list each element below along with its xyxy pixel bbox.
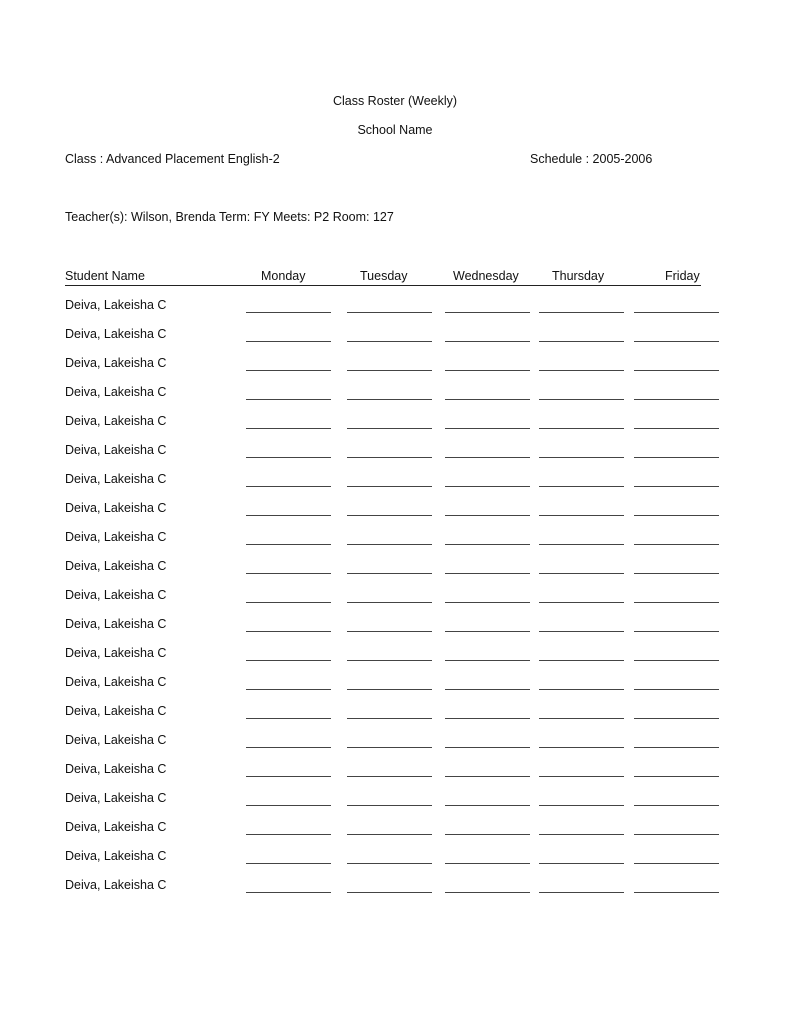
table-row (0, 298, 790, 318)
attendance-blank-tuesday[interactable] (347, 312, 432, 313)
attendance-blank-friday[interactable] (634, 747, 719, 748)
attendance-blank-tuesday[interactable] (347, 602, 432, 603)
attendance-blank-monday[interactable] (246, 515, 331, 516)
attendance-blank-wednesday[interactable] (445, 312, 530, 313)
table-row (0, 646, 790, 666)
table-header (65, 269, 701, 286)
attendance-blank-friday[interactable] (634, 892, 719, 893)
attendance-blank-monday[interactable] (246, 428, 331, 429)
attendance-blank-thursday[interactable] (539, 486, 624, 487)
attendance-blank-thursday[interactable] (539, 776, 624, 777)
student-name: Deiva, Lakeisha C (65, 472, 167, 486)
student-name: Deiva, Lakeisha C (65, 878, 167, 892)
table-row (0, 588, 790, 608)
header-monday: Monday (261, 269, 306, 283)
student-name: Deiva, Lakeisha C (65, 849, 167, 863)
attendance-blank-thursday[interactable] (539, 515, 624, 516)
attendance-blank-friday[interactable] (634, 863, 719, 864)
header-wednesday: Wednesday (453, 269, 519, 283)
attendance-blank-friday[interactable] (634, 370, 719, 371)
attendance-blank-friday[interactable] (634, 428, 719, 429)
attendance-blank-tuesday[interactable] (347, 457, 432, 458)
attendance-blank-friday[interactable] (634, 312, 719, 313)
attendance-blank-monday[interactable] (246, 892, 331, 893)
attendance-blank-wednesday[interactable] (445, 660, 530, 661)
attendance-blank-tuesday[interactable] (347, 718, 432, 719)
attendance-blank-thursday[interactable] (539, 370, 624, 371)
attendance-blank-tuesday[interactable] (347, 834, 432, 835)
attendance-blank-tuesday[interactable] (347, 863, 432, 864)
attendance-blank-thursday[interactable] (539, 892, 624, 893)
student-name: Deiva, Lakeisha C (65, 443, 167, 457)
table-row (0, 327, 790, 347)
student-name: Deiva, Lakeisha C (65, 704, 167, 718)
student-name: Deiva, Lakeisha C (65, 617, 167, 631)
table-row (0, 878, 790, 898)
attendance-blank-thursday[interactable] (539, 863, 624, 864)
attendance-blank-monday[interactable] (246, 370, 331, 371)
attendance-blank-wednesday[interactable] (445, 718, 530, 719)
table-row (0, 617, 790, 637)
student-name: Deiva, Lakeisha C (65, 385, 167, 399)
attendance-blank-friday[interactable] (634, 660, 719, 661)
attendance-blank-thursday[interactable] (539, 747, 624, 748)
attendance-blank-friday[interactable] (634, 544, 719, 545)
attendance-blank-monday[interactable] (246, 486, 331, 487)
attendance-blank-monday[interactable] (246, 689, 331, 690)
student-name: Deiva, Lakeisha C (65, 559, 167, 573)
attendance-blank-wednesday[interactable] (445, 776, 530, 777)
attendance-blank-wednesday[interactable] (445, 747, 530, 748)
attendance-blank-monday[interactable] (246, 573, 331, 574)
attendance-blank-wednesday[interactable] (445, 834, 530, 835)
attendance-blank-friday[interactable] (634, 486, 719, 487)
table-row (0, 443, 790, 463)
attendance-blank-thursday[interactable] (539, 428, 624, 429)
attendance-blank-monday[interactable] (246, 776, 331, 777)
attendance-blank-tuesday[interactable] (347, 544, 432, 545)
student-name: Deiva, Lakeisha C (65, 646, 167, 660)
attendance-blank-monday[interactable] (246, 805, 331, 806)
attendance-blank-wednesday[interactable] (445, 341, 530, 342)
attendance-blank-thursday[interactable] (539, 573, 624, 574)
attendance-blank-tuesday[interactable] (347, 399, 432, 400)
attendance-blank-thursday[interactable] (539, 544, 624, 545)
attendance-blank-monday[interactable] (246, 544, 331, 545)
table-row (0, 675, 790, 695)
table-row (0, 849, 790, 869)
attendance-blank-tuesday[interactable] (347, 660, 432, 661)
attendance-blank-friday[interactable] (634, 834, 719, 835)
attendance-blank-tuesday[interactable] (347, 370, 432, 371)
attendance-blank-monday[interactable] (246, 399, 331, 400)
table-row (0, 385, 790, 405)
attendance-blank-wednesday[interactable] (445, 428, 530, 429)
attendance-blank-tuesday[interactable] (347, 892, 432, 893)
attendance-blank-wednesday[interactable] (445, 399, 530, 400)
attendance-blank-thursday[interactable] (539, 341, 624, 342)
student-name: Deiva, Lakeisha C (65, 791, 167, 805)
student-name: Deiva, Lakeisha C (65, 298, 167, 312)
attendance-blank-thursday[interactable] (539, 631, 624, 632)
attendance-blank-friday[interactable] (634, 718, 719, 719)
attendance-blank-tuesday[interactable] (347, 515, 432, 516)
attendance-blank-wednesday[interactable] (445, 544, 530, 545)
attendance-blank-thursday[interactable] (539, 718, 624, 719)
school-name: School Name (357, 123, 433, 137)
student-name: Deiva, Lakeisha C (65, 501, 167, 515)
attendance-blank-friday[interactable] (634, 689, 719, 690)
attendance-blank-wednesday[interactable] (445, 631, 530, 632)
table-row (0, 762, 790, 782)
attendance-blank-thursday[interactable] (539, 805, 624, 806)
attendance-blank-monday[interactable] (246, 863, 331, 864)
student-name: Deiva, Lakeisha C (65, 820, 167, 834)
attendance-blank-thursday[interactable] (539, 689, 624, 690)
attendance-blank-monday[interactable] (246, 718, 331, 719)
attendance-blank-monday[interactable] (246, 631, 331, 632)
attendance-blank-monday[interactable] (246, 660, 331, 661)
attendance-blank-wednesday[interactable] (445, 689, 530, 690)
table-row (0, 820, 790, 840)
attendance-blank-thursday[interactable] (539, 834, 624, 835)
header-tuesday: Tuesday (360, 269, 408, 283)
student-name: Deiva, Lakeisha C (65, 356, 167, 370)
attendance-blank-monday[interactable] (246, 341, 331, 342)
student-name: Deiva, Lakeisha C (65, 733, 167, 747)
table-row (0, 733, 790, 753)
page-title: Class Roster (Weekly) (332, 94, 458, 108)
student-name: Deiva, Lakeisha C (65, 588, 167, 602)
student-name: Deiva, Lakeisha C (65, 675, 167, 689)
schedule-info: Schedule : 2005-2006 (530, 152, 653, 166)
attendance-blank-tuesday[interactable] (347, 428, 432, 429)
attendance-blank-tuesday[interactable] (347, 486, 432, 487)
table-row (0, 501, 790, 521)
teacher-info: Teacher(s): Wilson, Brenda Term: FY Meets: P2 Room: 127 (65, 210, 394, 224)
student-name: Deiva, Lakeisha C (65, 414, 167, 428)
table-row (0, 704, 790, 724)
student-name: Deiva, Lakeisha C (65, 327, 167, 341)
attendance-blank-wednesday[interactable] (445, 515, 530, 516)
attendance-blank-monday[interactable] (246, 602, 331, 603)
attendance-blank-wednesday[interactable] (445, 805, 530, 806)
attendance-blank-wednesday[interactable] (445, 573, 530, 574)
attendance-blank-friday[interactable] (634, 399, 719, 400)
attendance-blank-wednesday[interactable] (445, 486, 530, 487)
attendance-blank-wednesday[interactable] (445, 457, 530, 458)
table-row (0, 356, 790, 376)
attendance-blank-friday[interactable] (634, 573, 719, 574)
header-student-name: Student Name (65, 269, 145, 283)
table-row (0, 414, 790, 434)
attendance-blank-tuesday[interactable] (347, 573, 432, 574)
attendance-blank-tuesday[interactable] (347, 689, 432, 690)
class-info: Class : Advanced Placement English-2 (65, 152, 280, 166)
attendance-blank-monday[interactable] (246, 312, 331, 313)
attendance-blank-friday[interactable] (634, 805, 719, 806)
student-name: Deiva, Lakeisha C (65, 762, 167, 776)
attendance-blank-tuesday[interactable] (347, 747, 432, 748)
attendance-blank-friday[interactable] (634, 515, 719, 516)
attendance-blank-wednesday[interactable] (445, 863, 530, 864)
attendance-blank-friday[interactable] (634, 631, 719, 632)
attendance-blank-thursday[interactable] (539, 312, 624, 313)
table-row (0, 530, 790, 550)
attendance-blank-thursday[interactable] (539, 399, 624, 400)
attendance-blank-monday[interactable] (246, 457, 331, 458)
attendance-blank-friday[interactable] (634, 457, 719, 458)
attendance-blank-thursday[interactable] (539, 660, 624, 661)
header-thursday: Thursday (552, 269, 605, 283)
attendance-blank-friday[interactable] (634, 602, 719, 603)
attendance-blank-thursday[interactable] (539, 457, 624, 458)
attendance-blank-tuesday[interactable] (347, 805, 432, 806)
table-row (0, 559, 790, 579)
attendance-blank-friday[interactable] (634, 341, 719, 342)
attendance-blank-wednesday[interactable] (445, 892, 530, 893)
attendance-blank-thursday[interactable] (539, 602, 624, 603)
attendance-blank-tuesday[interactable] (347, 776, 432, 777)
attendance-blank-wednesday[interactable] (445, 602, 530, 603)
attendance-blank-friday[interactable] (634, 776, 719, 777)
attendance-blank-tuesday[interactable] (347, 341, 432, 342)
table-row (0, 791, 790, 811)
attendance-blank-monday[interactable] (246, 834, 331, 835)
attendance-blank-wednesday[interactable] (445, 370, 530, 371)
student-name: Deiva, Lakeisha C (65, 530, 167, 544)
table-row (0, 472, 790, 492)
attendance-blank-tuesday[interactable] (347, 631, 432, 632)
header-friday: Friday (665, 269, 700, 283)
attendance-blank-monday[interactable] (246, 747, 331, 748)
